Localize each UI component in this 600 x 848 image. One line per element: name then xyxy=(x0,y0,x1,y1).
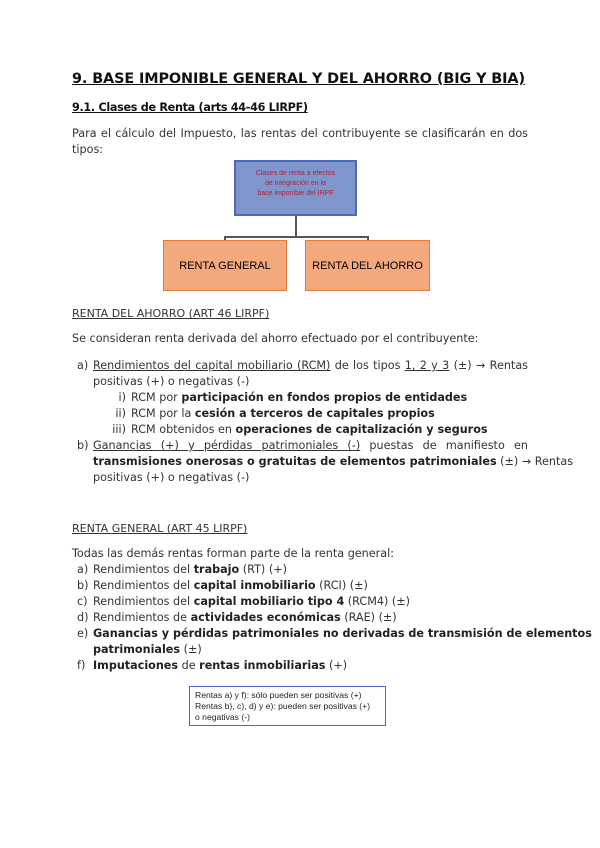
note-line-1: Rentas a) y f): sólo pueden ser positivas (+) xyxy=(195,690,362,700)
diagram-root-line-1: Clases de renta a efectos xyxy=(255,170,336,177)
ahorro-item-a-text2: (±) → Rentas xyxy=(449,359,529,372)
general-item-e-marker: e) xyxy=(77,627,89,640)
diagram-connector-vertical xyxy=(295,216,297,237)
general-item-c-bold: capital mobiliario tipo 4 xyxy=(193,595,345,608)
general-item-b xyxy=(93,578,368,594)
general-item-c-post: (RCM4) (±) xyxy=(344,595,410,608)
ahorro-item-a-tipos: 1, 2 y 3 xyxy=(404,359,450,372)
general-item-f-bold1: Imputaciones xyxy=(93,659,179,672)
ahorro-sub-ii-bold: cesión a terceros de capitales propios xyxy=(194,407,435,420)
general-item-d-bold: actividades económicas xyxy=(190,611,341,624)
ahorro-item-b-bold: transmisiones onerosas o gratuitas de elementos patrimoniales xyxy=(93,455,497,468)
general-item-f xyxy=(93,658,347,674)
general-item-f-marker: f) xyxy=(77,659,86,672)
diagram-root-box xyxy=(234,160,357,216)
note-line-2: Rentas b), c), d) y e): pueden ser positivas (+) xyxy=(195,701,371,711)
general-item-a-post: (RT) (+) xyxy=(239,563,287,576)
general-intro: Todas las demás rentas forman parte de la renta general: xyxy=(72,547,394,560)
ahorro-sub-i xyxy=(131,390,467,406)
general-item-e-line2 xyxy=(93,642,202,658)
ahorro-sub-iii-pre: RCM obtenidos en xyxy=(131,423,236,436)
general-item-a-bold: trabajo xyxy=(193,563,240,576)
ahorro-item-a-marker: a) xyxy=(77,359,89,372)
diagram-root-line-2: de integración en la xyxy=(264,180,327,187)
ahorro-sub-iii-bold: operaciones de capitalización y seguros xyxy=(235,423,488,436)
general-item-c xyxy=(93,594,410,610)
general-item-e-bold: Ganancias y pérdidas patrimoniales no derivadas de transmisión de elementos xyxy=(93,627,592,640)
diagram-box-renta-ahorro: RENTA DEL AHORRO xyxy=(305,240,430,291)
ahorro-heading: RENTA DEL AHORRO (ART 46 LIRPF) xyxy=(72,307,270,320)
general-item-b-marker: b) xyxy=(77,579,89,592)
ahorro-sub-ii-pre: RCM por la xyxy=(131,407,195,420)
general-item-e-post: (±) xyxy=(180,643,202,656)
general-item-e-bold2: patrimoniales xyxy=(93,643,181,656)
general-item-a-marker: a) xyxy=(77,563,89,576)
general-item-d xyxy=(93,610,397,626)
ahorro-item-a-rcm: Rendimientos del capital mobiliario (RCM) xyxy=(93,359,331,372)
ahorro-sub-ii-marker: ii) xyxy=(115,407,126,420)
ahorro-item-a-text1: de los tipos xyxy=(330,359,405,372)
ahorro-sub-iii-marker: iii) xyxy=(112,423,126,436)
general-item-b-post: (RCI) (±) xyxy=(315,579,368,592)
diagram-root-line-3: base imponible del IRPF xyxy=(257,190,334,197)
ahorro-sub-i-marker: i) xyxy=(118,391,126,404)
ahorro-intro: Se consideran renta derivada del ahorro efectuado por el contribuyente: xyxy=(72,332,479,345)
intro-line-2: tipos: xyxy=(72,143,104,156)
general-heading: RENTA GENERAL (ART 45 LIRPF) xyxy=(72,522,248,535)
ahorro-item-b-marker: b) xyxy=(77,439,89,452)
general-item-d-pre: Rendimientos de xyxy=(93,611,191,624)
ahorro-item-a xyxy=(93,358,528,374)
note-line-3: o negativas (-) xyxy=(195,712,250,722)
general-item-d-post: (RAE) (±) xyxy=(340,611,397,624)
ahorro-sub-iii xyxy=(131,422,488,438)
general-item-c-marker: c) xyxy=(77,595,88,608)
general-item-a-pre: Rendimientos del xyxy=(93,563,194,576)
diagram-connector-horizontal xyxy=(224,236,368,238)
ahorro-item-b-line2 xyxy=(93,454,574,470)
note-box xyxy=(189,686,386,726)
intro-line-1: Para el cálculo del Impuesto, las rentas del contribuyente se clasificarán en dos xyxy=(72,127,528,140)
page-title: 9. BASE IMPONIBLE GENERAL Y DEL AHORRO (BIG Y BIA) xyxy=(72,71,525,87)
ahorro-item-b-text1: puestas de manifiesto en xyxy=(360,439,528,452)
general-item-f-post: (+) xyxy=(325,659,348,672)
section-subtitle: 9.1. Clases de Renta (arts 44-46 LIRPF) xyxy=(72,101,308,114)
general-item-d-marker: d) xyxy=(77,611,89,624)
ahorro-sub-i-pre: RCM por xyxy=(131,391,182,404)
ahorro-item-a-line2: positivas (+) o negativas (-) xyxy=(93,375,250,388)
ahorro-sub-i-bold: participación en fondos propios de entidades xyxy=(181,391,468,404)
general-item-c-pre: Rendimientos del xyxy=(93,595,194,608)
ahorro-item-b-text2: (±) → Rentas xyxy=(496,455,574,468)
ahorro-item-b-ganancias: Ganancias (+) y pérdidas patrimoniales (-) xyxy=(93,439,361,452)
general-item-f-bold2: rentas inmobiliarias xyxy=(199,659,326,672)
general-item-f-mid: de xyxy=(178,659,200,672)
general-item-a xyxy=(93,562,287,578)
ahorro-item-b xyxy=(93,438,528,454)
general-item-e-line1 xyxy=(93,626,592,642)
ahorro-sub-ii xyxy=(131,406,435,422)
general-item-b-bold: capital inmobiliario xyxy=(193,579,316,592)
ahorro-item-b-line3: positivas (+) o negativas (-) xyxy=(93,471,250,484)
diagram-box-renta-general: RENTA GENERAL xyxy=(163,240,287,291)
general-item-b-pre: Rendimientos del xyxy=(93,579,194,592)
